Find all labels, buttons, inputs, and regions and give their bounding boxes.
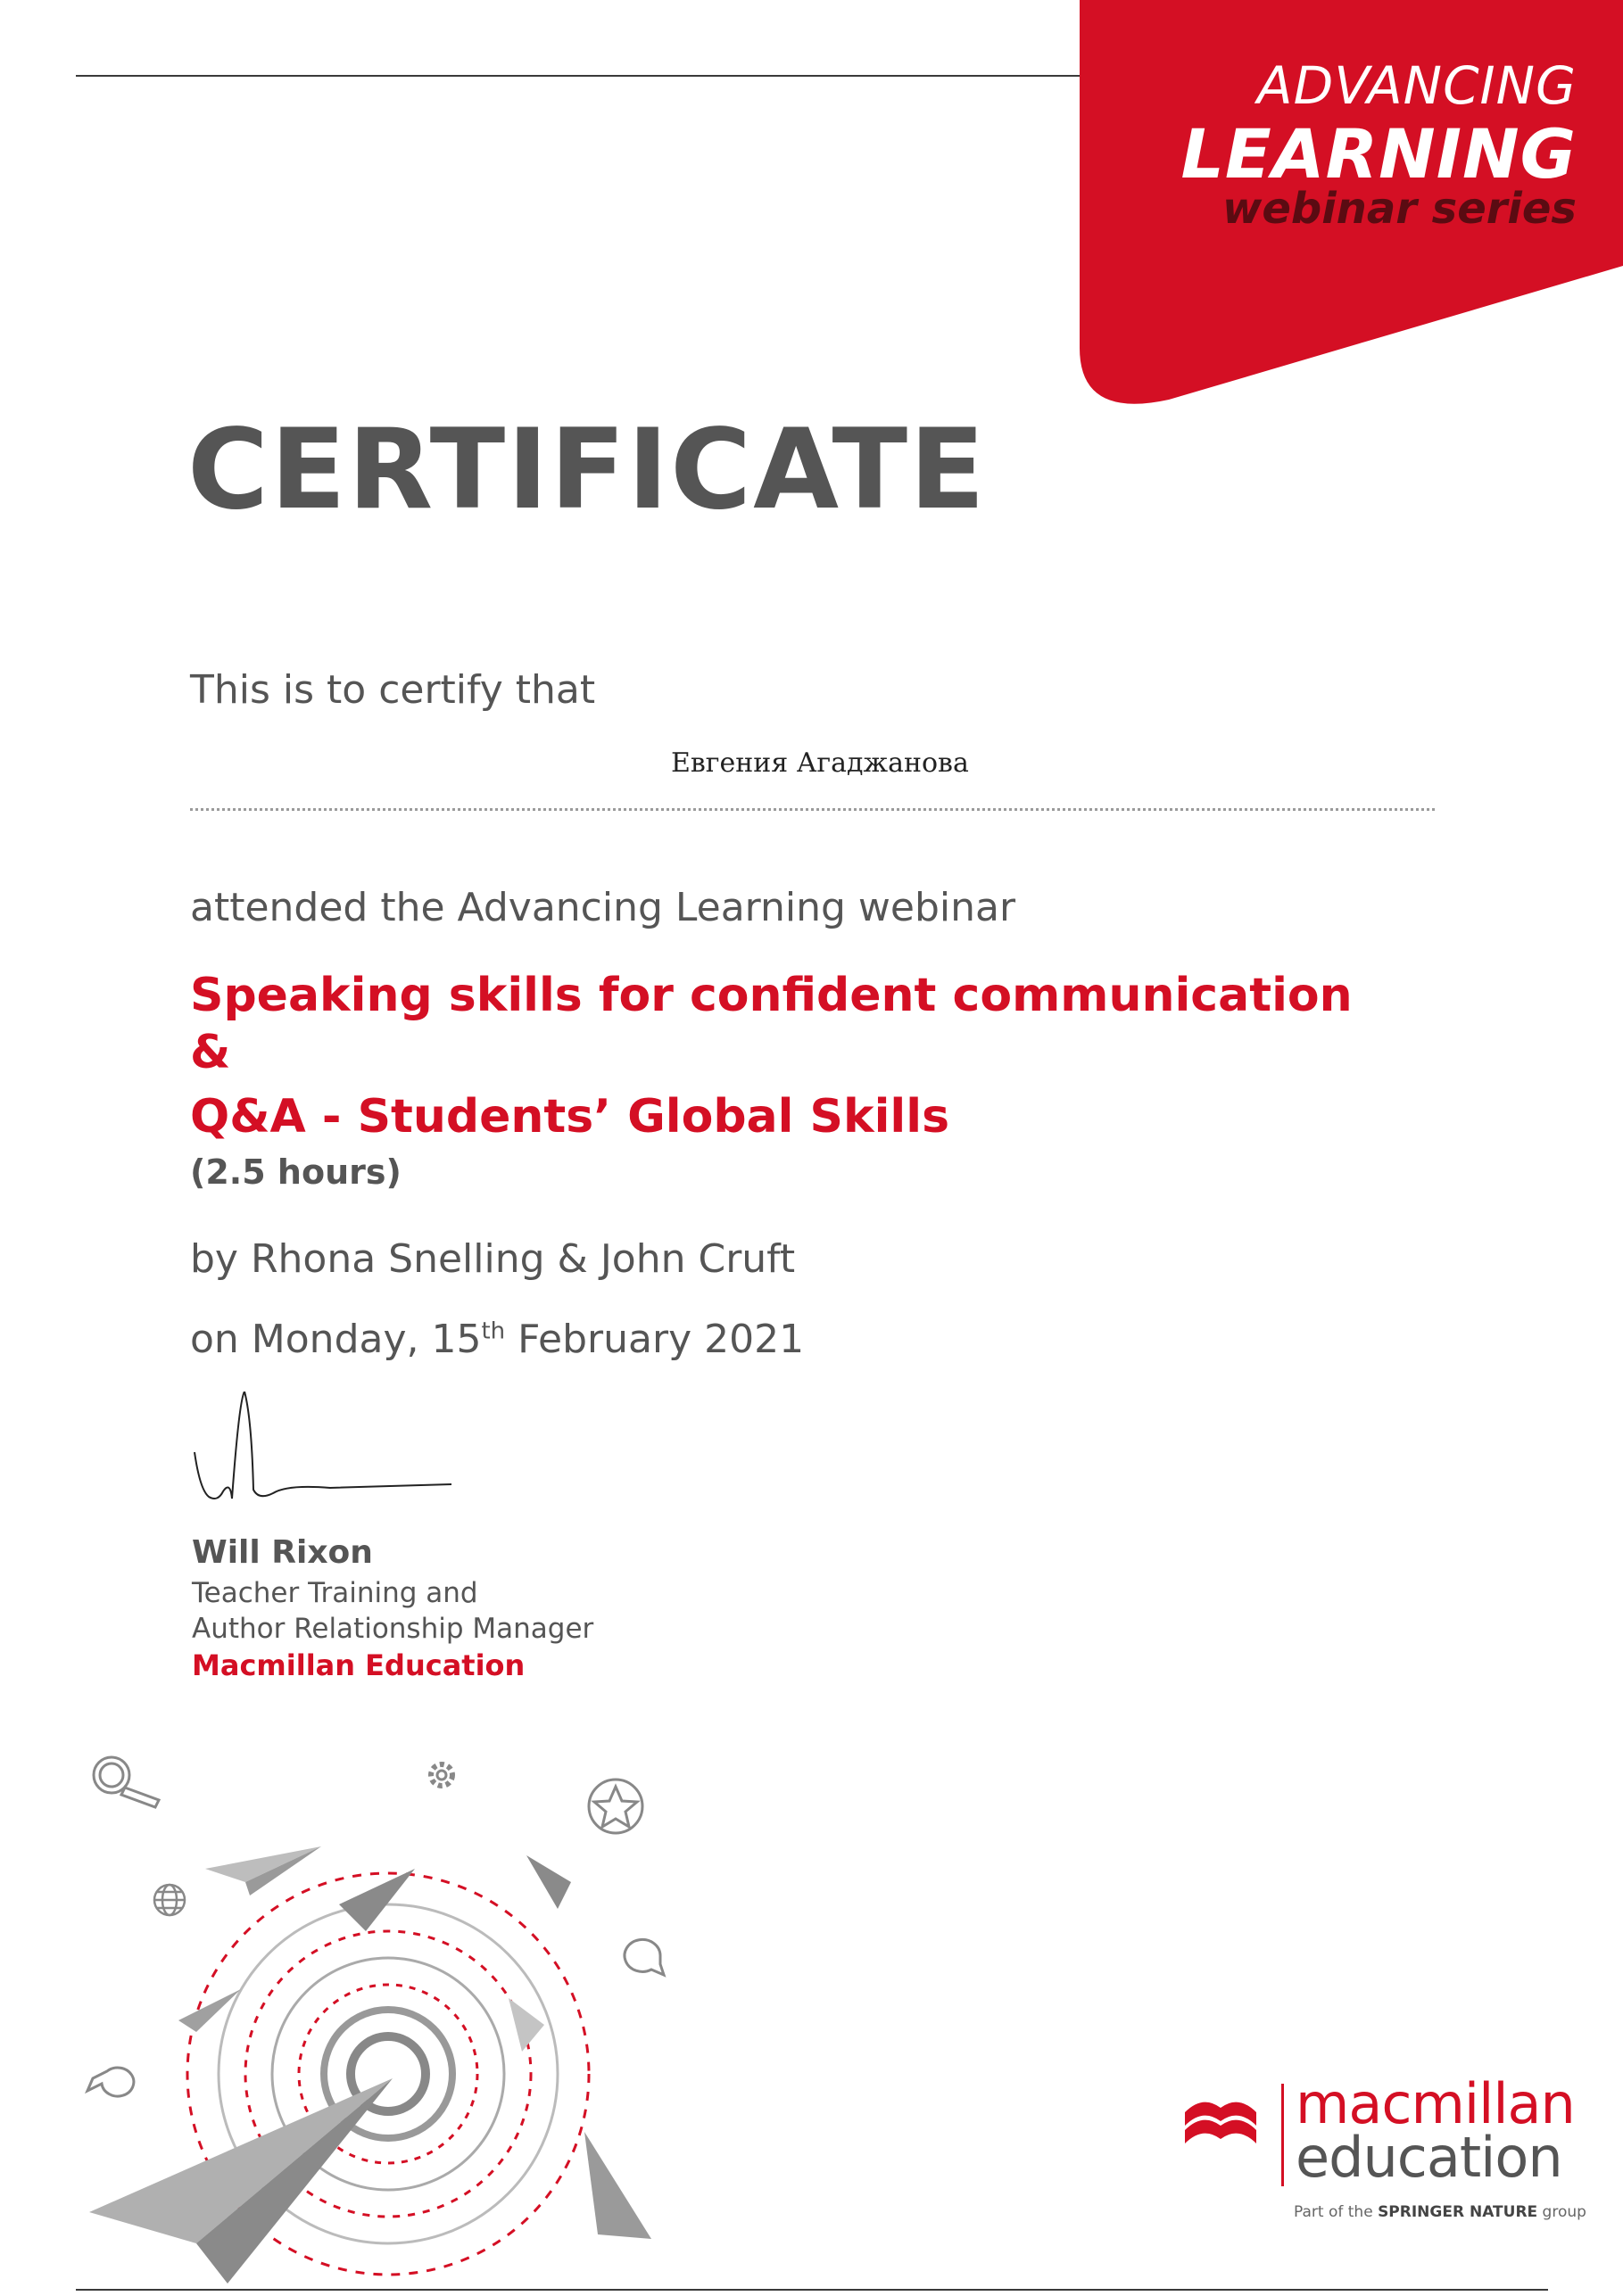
- attended-text: attended the Advancing Learning webinar: [190, 885, 1016, 930]
- tagline-prefix: Part of the: [1294, 2203, 1379, 2221]
- banner-line-webinar-series: webinar series: [1221, 184, 1577, 234]
- webinar-title-line-3: Q&A - Students’ Global Skills: [190, 1090, 950, 1144]
- date-rest: February 2021: [505, 1317, 805, 1362]
- logo-word-education: education: [1296, 2125, 1562, 2190]
- bottom-rule: [76, 2289, 1548, 2291]
- star-icon: [589, 1780, 642, 1833]
- tagline-brand: SPRINGER NATURE: [1378, 2203, 1538, 2221]
- tagline-suffix: group: [1537, 2203, 1586, 2221]
- date-ordinal: th: [481, 1317, 506, 1345]
- webinar-title-ampersand: &: [190, 1026, 231, 1079]
- signature: [187, 1392, 464, 1525]
- paper-planes-illustration: [71, 1748, 714, 2292]
- name-dotted-line: [190, 808, 1435, 811]
- logo-divider: [1281, 2084, 1284, 2186]
- webinar-title-line-1: Speaking skills for confident communication: [190, 969, 1353, 1022]
- certify-text: This is to certify that: [190, 667, 596, 713]
- banner-line-learning: LEARNING: [1180, 114, 1577, 194]
- certificate-title: CERTIFICATE: [187, 406, 987, 534]
- banner-line-advancing: ADVANCING: [1256, 55, 1577, 116]
- signatory-role-line-1: Teacher Training and: [192, 1577, 478, 1609]
- recipient-name: Евгения Агаджанова: [671, 747, 969, 779]
- macmillan-logo-icon: [1185, 2085, 1256, 2148]
- signatory-name: Will Rixon: [192, 1534, 373, 1571]
- chat-bubble-icon: [87, 1939, 664, 2096]
- webinar-date: [190, 1317, 804, 1362]
- gear-icon: [431, 1764, 452, 1786]
- date-prefix: on Monday, 15: [190, 1317, 482, 1362]
- webinar-duration: (2.5 hours): [190, 1152, 402, 1192]
- globe-icon: [154, 1885, 185, 1915]
- top-rule: [76, 75, 1084, 77]
- springer-nature-tagline: [1294, 2203, 1586, 2221]
- logo-word-macmillan: macmillan: [1296, 2071, 1575, 2136]
- magnifier-icon: [94, 1757, 159, 1807]
- signatory-role-line-2: Author Relationship Manager: [192, 1613, 594, 1645]
- signatory-company: Macmillan Education: [192, 1648, 526, 1682]
- presenters: by Rhona Snelling & John Cruft: [190, 1236, 796, 1282]
